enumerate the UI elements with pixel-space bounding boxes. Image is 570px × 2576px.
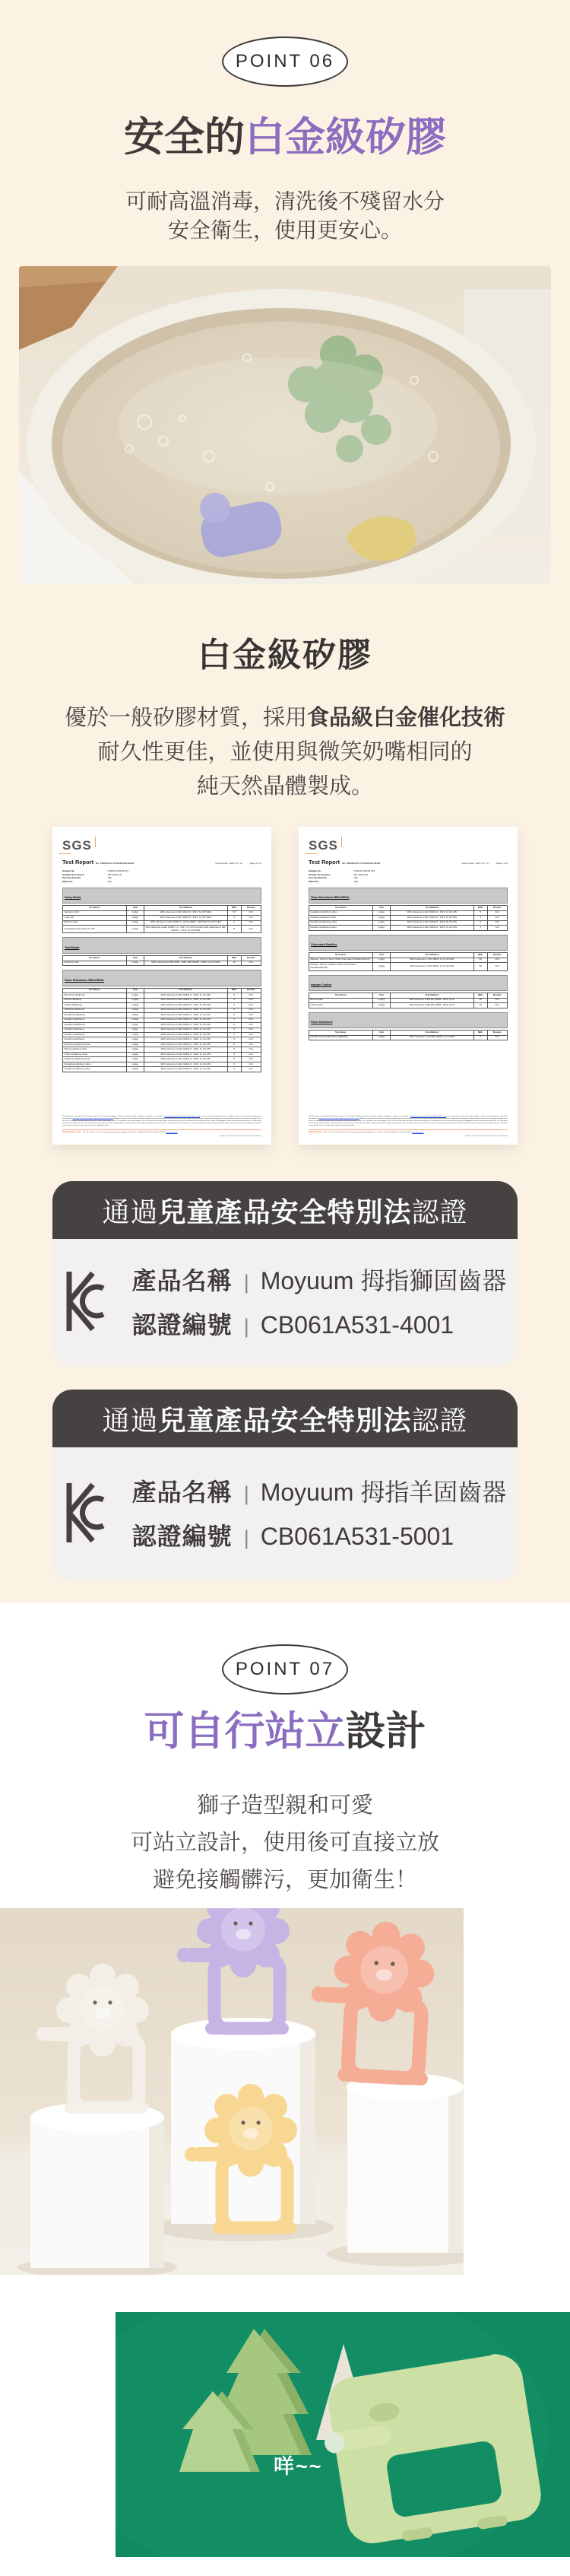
doc-member-line: Member of the SGS Group (Société Générale de Surveillance) — [219, 1136, 261, 1138]
cert-product-row — [132, 1473, 507, 1508]
doc-meta-row: Sample Description : HR-1951U(T) — [309, 872, 369, 876]
doc-table-row: Tetrabromobiphenyl mg/kg With reference to IEC 62321-6 : 2015, by GC-MS 5 N.D. — [63, 1008, 261, 1012]
pedestal-left — [17, 2102, 177, 2275]
cert-banner-bold: 兒童產品安全特別法 — [158, 1196, 412, 1228]
doc-company: SGS Korea Co., Ltd. — [309, 1131, 328, 1134]
point07-badge — [222, 1644, 348, 1695]
doc-table-row: Hexabromodiphenyl ether mg/kg With reference to IEC 62321-6 : 2015, by GC-MS 5 N.D. — [63, 1067, 261, 1072]
cert-info — [132, 1473, 507, 1552]
cert-separator: | — [243, 1271, 249, 1294]
platinum-line3: 純天然晶體製成。 — [196, 774, 373, 799]
doc-table-row: Tribromodiphenyl ether mg/kg With reference to IEC 62321-6 : 2015, by GC-MS 5 N.D. — [63, 1052, 261, 1056]
doc-body — [62, 884, 261, 1072]
doc-meta-row: Sample Description : HR-1951U(T) — [62, 872, 122, 876]
certification-card-sheep — [52, 1390, 518, 1581]
point07-title-plain: 設計 — [345, 1709, 426, 1755]
cert-separator: | — [243, 1526, 249, 1550]
doc-disclaimer: This document is issued by the Company subject to its General Conditions of Service printed overleaf, available on request or accessible at http://www.sgs.com/en/Terms-and-Conditions.aspx and, for electronic format documents, subject to Terms and Conditions for Electronic Documents at www.sgs.com/en/terms-and-conditions/terms-e-document. Attention is drawn to the limitation of liability, indemnification and jurisdiction issues defined therein. Any holder of this document is advised that information contained hereon reflects the Company's findings at the time of its intervention only and within the limits of client's instruction, if any. The Company's sole responsibility is to its Client and this document does not exonerate parties to a transaction from exercising all their rights and obligations under the transaction documents. This document cannot be reproduced except in full, without prior written approval of the Company. Any unauthorized alteration, forgery or falsification of the content or appearance of this document is unlawful and offenders may be prosecuted to the fullest extent of the law. Unless otherwise stated the results shown in this test report refer only to the sample(s) tested. — [309, 1116, 508, 1126]
standing-teethers-photo — [0, 1908, 464, 2275]
doc-table-row: Monobromodiphenyl ether mg/kg With reference to IEC 62321-6 : 2015, by GC-MS 5 N.D. — [63, 1042, 261, 1047]
doc-table-row: Decabromobiphenyl mg/kg With reference to IEC 62321-6 : 2015, by GC-MS 5 N.D. — [63, 1037, 261, 1042]
sgs-crosshair-icon — [59, 853, 71, 855]
point07-paragraph — [0, 1787, 570, 1899]
doc-report-number: No. F690101/LF-CTSAXRA23-29195 — [342, 862, 381, 866]
sgs-logo: SGS — [62, 838, 93, 853]
doc-table-row: Cadmium (Cd) mg/kg With reference to IEC 62321-5 : 2013, by ICP-OES 0.5 N.D. — [63, 910, 261, 915]
doc-table-row: Octabromodiphenyl ether mg/kg With reference to IEC 62321-6 : 2015, by GC-MS 5 N.D. — [309, 916, 508, 920]
doc-page-number: Page 2 of 9 — [249, 862, 261, 866]
doc-section-title: Flame Retardents — [309, 1012, 508, 1029]
cert-info — [132, 1262, 507, 1341]
doc-table: Test Items Unit Test Method MDL Results Antimony (Sb) mg/kg With reference to EPA 3052 : 1996, EPA 6010D : 2018, by ICP-OES 10 N.D. — [62, 955, 261, 966]
doc-table-row: Hexabromocyclododecane (HBCDD) mg/kg With reference to US EPA 3540C, by LC/MS 5 N.D. — [309, 1035, 508, 1040]
point06-title — [0, 116, 570, 160]
point06-subtitle — [0, 187, 570, 245]
doc-table: Test Items Unit Test Method MDL Results Hexabromocyclododecane (HBCDD) mg/kg With reference to US EPA 3540C, by LC/MS 5 N.D. — [309, 1030, 508, 1040]
cert-product-label: 產品名稱 — [131, 1267, 233, 1295]
doc-meta-row: Materials : N/A — [62, 879, 112, 883]
doc-section-title: Flame Retardants -PBBs/PBDEs — [62, 970, 261, 986]
sgs-crosshair-icon — [95, 837, 97, 847]
doc-table-row: Nonabromodiphenyl ether mg/kg With reference to IEC 62321-6 : 2015, by GC-MS 5 N.D. — [309, 920, 508, 925]
doc-table: Test Items Unit Test Method MDL Results Alkanes, C10-13, Short Chain Chlorinated Paraffins(SCCP) mg/kg With reference to ISO 18219, by CI-GC-MS 50 N.D. Alkanes, C14-17, Medium Chain Chlorinated Paraffins(MCCP) mg/kg With reference to ISO 18219, by CI-GC-MS 50 N.D. — [309, 952, 508, 970]
doc-table-row: Tribromobiphenyl mg/kg With reference to IEC 62321-6 : 2015, by GC-MS 5 N.D. — [63, 1003, 261, 1008]
cert-panel — [52, 1239, 518, 1367]
doc-section-title: Total Metals — [62, 937, 261, 954]
doc-table-row: Octabromobiphenyl mg/kg With reference to IEC 62321-6 : 2015, by GC-MS 5 N.D. — [63, 1028, 261, 1032]
doc-meta-row: Sample No. : AXRA23-29195.001 — [309, 869, 375, 873]
doc-bottom — [309, 1116, 508, 1137]
doc-address: 322, The O valley, 76, LS-ro, Dongan-gu, Anyang-si, Gyeonggi-do, Korea 14117 t +82 (0)31 4608 000 f +82 (0)31 4608 059 www.sgsgroup.kr — [328, 1132, 424, 1134]
doc-table-row: Antimony (Sb) mg/kg With reference to EPA 3052 : 1996, EPA 6010D : 2018, by ICP-OES 10 N.D. — [63, 961, 261, 965]
certification-card-lion — [52, 1181, 518, 1367]
pedestal-right — [327, 2073, 464, 2266]
sheep-photo-caption: 咩~~ — [274, 2455, 323, 2479]
doc-bottom — [62, 1116, 261, 1137]
doc-table-row: Lead (Pb) mg/kg With reference to IEC 62321-5 : 2013, by ICP-OES 5 N.D. — [63, 916, 261, 920]
doc-meta-row: Sample No. : AXRA23-29195.001 — [62, 869, 129, 873]
doc-section-title: Chlorinated Paraffins — [309, 935, 508, 951]
cert-banner-prefix: 通過 — [102, 1404, 159, 1436]
doc-sample-meta — [62, 869, 261, 884]
doc-table-row: Chlorine(Cl) mg/kg With reference to BS EN 14582 : 2016, by IC 30 N.D. — [309, 1003, 508, 1008]
cert-number-row — [132, 1517, 507, 1552]
sgs-document-page2 — [52, 827, 271, 1145]
doc-table-row: Alkanes, C10-13, Short Chain Chlorinated Paraffins(SCCP) mg/kg With reference to ISO 18219, by CI-GC-MS 50 N.D. — [309, 958, 508, 962]
sgs-crosshair-icon — [305, 853, 317, 855]
doc-company: SGS Korea Co., Ltd. — [62, 1131, 81, 1134]
point07-line2: 可站立設計，使用後可直接立放 — [130, 1831, 439, 1856]
doc-issued-date: Issued Date : 2023. 07. 14 — [461, 862, 489, 866]
cert-number-value: CB061A531-5001 — [260, 1523, 454, 1551]
doc-title: Test Report — [309, 859, 340, 866]
doc-footer — [62, 1129, 261, 1137]
doc-table: Test Items Unit Test Method MDL Results Cadmium (Cd) mg/kg With reference to IEC 62321-5 : 2013, by ICP-OES 0.5 N.D. Lead (Pb) mg/kg With reference to IEC 62321-5 : 2013, by ICP-OES 5 N.D. Mercury (Hg) mg/kg With reference to IEC 62321-4 : 2013+AMD1 : 2017CSV, by ICP-OES 2 N.D. Hexavalent Chromium (Cr VI)* mg/kg With reference to IEC 62321-7-2 : 2017, by UV-Vis and/or with reference to IEC 62321-5 : 2013, by ICP-OES 8 N.D. — [62, 905, 261, 933]
point06-title-accent: 白金級矽膠 — [245, 115, 446, 160]
doc-table: Test Items Unit Test Method MDL Results Bromine(Br) mg/kg With reference to BS EN 14582 : 2016, by IC 30 N.D. Chlorine(Cl) mg/kg With reference to BS EN 14582 : 2016, by IC 30 N.D. — [309, 993, 508, 1008]
cert-banner — [52, 1390, 518, 1447]
point07-line3: 避免接觸髒污，更加衛生！ — [152, 1868, 417, 1893]
sgs-logo: SGS — [309, 838, 339, 853]
cert-banner-bold: 兒童產品安全特別法 — [158, 1404, 412, 1436]
point07-title — [0, 1710, 570, 1754]
point06-subtitle-line1: 可耐高溫消毒，清洗後不殘留水分 — [125, 189, 445, 213]
kc-mark-icon — [64, 1480, 112, 1545]
doc-table-row: Pentabromodiphenyl ether mg/kg With reference to IEC 62321-6 : 2015, by GC-MS 5 N.D. — [63, 1062, 261, 1066]
cert-product-label: 產品名稱 — [131, 1479, 233, 1507]
kc-mark-icon — [64, 1269, 112, 1334]
doc-address: 322, The O valley, 76, LS-ro, Dongan-gu, Anyang-si, Gyeonggi-do, Korea 14117 t +82 (0)31 4608 000 f +82 (0)31 4608 059 www.sgsgroup.kr — [82, 1132, 178, 1134]
water-highlight — [118, 357, 437, 494]
doc-issued-date: Issued Date : 2023. 07. 14 — [215, 862, 242, 866]
cert-product-value: Moyuum 拇指獅固齒器 — [260, 1267, 507, 1295]
doc-section-title: Halogen Content — [309, 975, 508, 992]
sgs-document-page3 — [299, 827, 518, 1145]
cert-number-label: 認證編號 — [131, 1311, 233, 1339]
cert-separator: | — [243, 1315, 249, 1339]
doc-body — [309, 884, 508, 1041]
doc-footer — [309, 1129, 508, 1137]
doc-table-row: Dibromobiphenyl mg/kg With reference to IEC 62321-6 : 2015, by GC-MS 5 N.D. — [63, 998, 261, 1002]
doc-header — [309, 838, 508, 884]
platinum-line1-plain: 優於一般矽膠材質，採用 — [64, 706, 307, 731]
doc-table-row: Heptabromobiphenyl mg/kg With reference to IEC 62321-6 : 2015, by GC-MS 5 N.D. — [63, 1023, 261, 1028]
doc-section-title: Flame Retardants-PBBs/PBDEs — [309, 888, 508, 904]
section-point07 — [0, 1603, 570, 2576]
doc-header — [62, 838, 261, 884]
doc-disclaimer: This document is issued by the Company subject to its General Conditions of Service printed overleaf, available on request or accessible at http://www.sgs.com/en/Terms-and-Conditions.aspx and, for electronic format documents, subject to Terms and Conditions for Electronic Documents at www.sgs.com/en/terms-and-conditions/terms-e-document. Attention is drawn to the limitation of liability, indemnification and jurisdiction issues defined therein. Any holder of this document is advised that information contained hereon reflects the Company's findings at the time of its intervention only and within the limits of client's instruction, if any. The Company's sole responsibility is to its Client and this document does not exonerate parties to a transaction from exercising all their rights and obligations under the transaction documents. This document cannot be reproduced except in full, without prior written approval of the Company. Any unauthorized alteration, forgery or falsification of the content or appearance of this document is unlawful and offenders may be prosecuted to the fullest extent of the law. Unless otherwise stated the results shown in this test report refer only to the sample(s) tested. — [62, 1116, 261, 1126]
cert-product-row — [132, 1262, 507, 1297]
point07-badge-label: POINT 07 — [235, 1659, 335, 1680]
sgs-crosshair-icon — [341, 837, 343, 847]
cert-number-value: CB061A531-4001 — [260, 1311, 454, 1339]
doc-table-row: Nonabromobiphenyl mg/kg With reference to IEC 62321-6 : 2015, by GC-MS 5 N.D. — [63, 1033, 261, 1037]
doc-table-row: Hexabromobiphenyl mg/kg With reference to IEC 62321-6 : 2015, by GC-MS 5 N.D. — [63, 1018, 261, 1022]
cert-separator: | — [243, 1482, 249, 1506]
cert-number-row — [132, 1306, 507, 1341]
cert-banner-prefix: 通過 — [102, 1196, 159, 1228]
doc-table-row: Mercury (Hg) mg/kg With reference to IEC 62321-4 : 2013+AMD1 : 2017CSV, by ICP-OES 2 N.D. — [63, 920, 261, 925]
cert-number-label: 認證編號 — [131, 1523, 233, 1551]
doc-sample-meta — [309, 869, 508, 884]
point06-badge — [222, 37, 348, 87]
doc-section-title: Heavy Metals — [62, 888, 261, 904]
cert-banner-suffix: 認證 — [411, 1196, 468, 1228]
doc-meta-row: Item No./Part No. : N/A — [309, 876, 358, 880]
doc-table-row: Bromine(Br) mg/kg With reference to BS EN 14582 : 2016, by IC 30 N.D. — [309, 998, 508, 1002]
point06-badge-label: POINT 06 — [235, 51, 335, 71]
doc-page-number: Page 3 of 9 — [496, 862, 508, 866]
point06-subtitle-line2: 安全衛生，使用更安心。 — [167, 218, 402, 242]
cert-banner — [52, 1181, 518, 1239]
doc-table-row: Decabromodiphenyl ether mg/kg With reference to IEC 62321-6 : 2015, by GC-MS 5 N.D. — [309, 926, 508, 930]
doc-meta-row: Materials : N/A — [309, 879, 358, 883]
point06-title-plain: 安全的 — [124, 115, 245, 160]
boiling-pot-photo — [19, 266, 551, 584]
doc-title: Test Report — [62, 859, 94, 866]
doc-table-row: Pentabromobiphenyl mg/kg With reference to IEC 62321-6 : 2015, by GC-MS 5 N.D. — [63, 1013, 261, 1018]
doc-table-row: Monobromobiphenyl mg/kg With reference to IEC 62321-6 : 2015, by GC-MS 5 N.D. — [63, 993, 261, 998]
doc-table: Test Items Unit Test Method MDL Results Monobromobiphenyl mg/kg With reference to IEC 62321-6 : 2015, by GC-MS 5 N.D. Dibromobiphenyl mg/kg With reference to IEC 62321-6 : 2015, by GC-MS 5 N.D. Tribromobiphenyl mg/kg With reference to IEC 62321-6 : 2015, by GC-MS 5 N.D. Tetrabromobiphenyl mg/kg With reference to IEC 62321-6 : 2015, by GC-MS 5 N.D. Pentabromobiphenyl mg/kg With reference to IEC 62321-6 : 2015, by GC-MS 5 N.D. Hexabromobiphenyl mg/kg With reference to IEC 62321-6 : 2015, by GC-MS 5 N.D. Heptabromobiphenyl mg/kg With reference to IEC 62321-6 : 2015, by GC-MS 5 N.D. Octabromobiphenyl mg/kg With reference to IEC 62321-6 : 2015, by GC-MS 5 N.D. Nonabromobiphenyl mg/kg With reference to IEC 62321-6 : 2015, by GC-MS 5 N.D. Decabromobiphenyl mg/kg With reference to IEC 62321-6 : 2015, by GC-MS 5 N.D. Monobromodiphenyl ether mg/kg With reference to IEC 62321-6 : 2015, by GC-MS 5 N.D. Dibromodiphenyl ether mg/kg With reference to IEC 62321-6 : 2015, by GC-MS 5 N.D. Tribromodiphenyl ether mg/kg With reference to IEC 62321-6 : 2015, by GC-MS 5 N.D. Tetrabromodiphenyl ether mg/kg With reference to IEC 62321-6 : 2015, by GC-MS 5 N.D. Pentabromodiphenyl ether mg/kg With reference to IEC 62321-6 : 2015, by GC-MS 5 N.D. Hexabromodiphenyl ether mg/kg With reference to IEC 62321-6 : 2015, by GC-MS 5 N.D. — [62, 988, 261, 1072]
point07-title-accent: 可自行站立 — [144, 1709, 346, 1755]
cert-product-value: Moyuum 拇指羊固齒器 — [260, 1479, 507, 1507]
doc-table-row: Tetrabromodiphenyl ether mg/kg With reference to IEC 62321-6 : 2015, by GC-MS 5 N.D. — [63, 1057, 261, 1062]
doc-table-row: Hexavalent Chromium (Cr VI)* mg/kg With reference to IEC 62321-7-2 : 2017, by UV-Vis and/or with reference to IEC 62321-5 : 2013, by ICP-OES 8 N.D. — [63, 926, 261, 933]
cert-panel — [52, 1447, 518, 1581]
doc-table-row: Dibromodiphenyl ether mg/kg With reference to IEC 62321-6 : 2015, by GC-MS 5 N.D. — [63, 1047, 261, 1052]
doc-report-number: No. F690101/LF-CTSAXRA23-29195 — [96, 862, 135, 866]
platinum-line2: 耐久性更佳，並使用與微笑奶嘴相同的 — [97, 740, 473, 765]
cert-banner-suffix: 認證 — [411, 1404, 468, 1436]
doc-table-row: Heptabromodiphenyl ether mg/kg With reference to IEC 62321-6 : 2015, by GC-MS 5 N.D. — [309, 910, 508, 915]
doc-table-row: Alkanes, C14-17, Medium Chain Chlorinated Paraffins(MCCP) mg/kg With reference to ISO 18219, by CI-GC-MS 50 N.D. — [309, 963, 508, 970]
platinum-paragraph — [0, 701, 570, 804]
doc-table: Test Items Unit Test Method MDL Results Heptabromodiphenyl ether mg/kg With reference to IEC 62321-6 : 2015, by GC-MS 5 N.D. Octabromodiphenyl ether mg/kg With reference to IEC 62321-6 : 2015, by GC-MS 5 N.D. Nonabromodiphenyl ether mg/kg With reference to IEC 62321-6 : 2015, by GC-MS 5 N.D. Decabromodiphenyl ether mg/kg With reference to IEC 62321-6 : 2015, by GC-MS 5 N.D. — [309, 905, 508, 930]
point07-line1: 獅子造型親和可愛 — [196, 1793, 373, 1818]
doc-meta-row: Item No./Part No. : N/A — [62, 876, 112, 880]
platinum-line1-bold: 食品級白金催化技術 — [307, 706, 506, 731]
sgs-documents-row — [0, 827, 570, 1145]
doc-member-line: Member of the SGS Group (Société Générale de Surveillance) — [465, 1136, 508, 1138]
sheep-teether-photo — [116, 2312, 570, 2557]
platinum-heading: 白金級矽膠 — [198, 636, 372, 674]
